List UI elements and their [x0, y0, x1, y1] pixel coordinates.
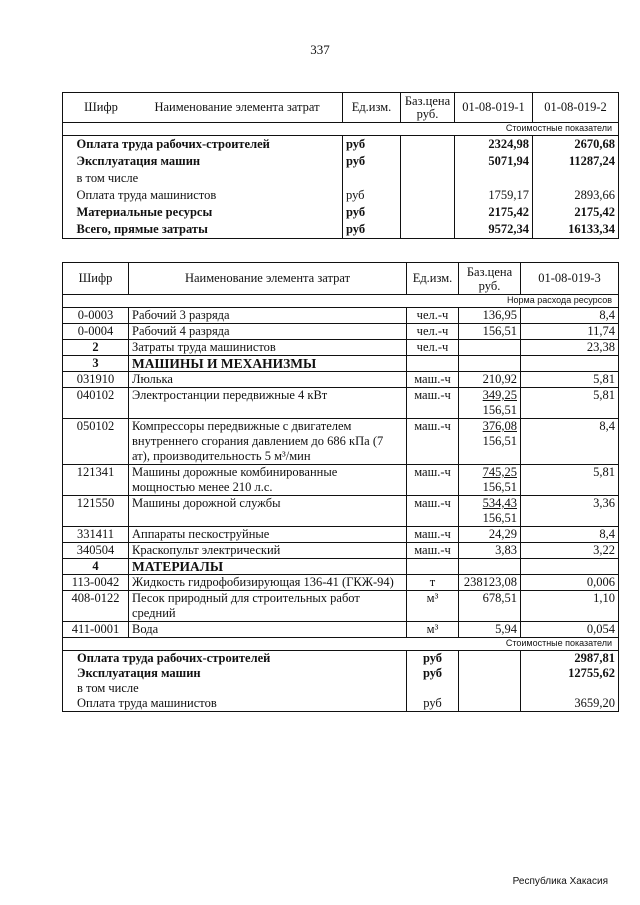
row-unit: маш.-ч [407, 419, 459, 465]
row-name: Люлька [129, 372, 407, 388]
table-row [63, 543, 619, 559]
row-unit [407, 356, 459, 372]
row-unit: т [407, 575, 459, 591]
table-row [63, 527, 619, 543]
row-name: Машины дорожной службы [129, 496, 407, 527]
row-name: Электростанции передвижные 4 кВт [129, 388, 407, 419]
table-row [63, 340, 619, 356]
section-label: Норма расхода ресурсов [63, 295, 619, 308]
table-row [63, 204, 619, 221]
row-value: 23,38 [521, 340, 619, 356]
row-unit: маш.-ч [407, 388, 459, 419]
table-row [63, 170, 619, 187]
row-base-price [459, 372, 521, 388]
row-code: 3 [63, 356, 129, 372]
base-price-machinist: 156,51 [482, 403, 517, 417]
row-base-price [401, 153, 455, 170]
row-name: Рабочий 3 разряда [129, 308, 407, 324]
summary-base-price [459, 681, 521, 696]
row-base-price [459, 527, 521, 543]
row-value-1: 1759,17 [455, 187, 533, 204]
row-name: Аппараты пескоструйные [129, 527, 407, 543]
row-value: 8,4 [521, 527, 619, 543]
row-value: 5,81 [521, 372, 619, 388]
base-price-value: 238123,08 [463, 575, 517, 589]
summary-name: в том числе [63, 681, 407, 696]
base-price-machinist: 156,51 [482, 434, 517, 448]
header-code-name: Шифр Наименование элемента затрат [63, 93, 343, 123]
row-name: МАШИНЫ И МЕХАНИЗМЫ [129, 356, 407, 372]
row-unit: руб [343, 187, 401, 204]
row-base-price [459, 356, 521, 372]
row-value: 0,054 [521, 622, 619, 638]
row-code: 031910 [63, 372, 129, 388]
header-col-3: 01-08-019-3 [521, 263, 619, 295]
row-code: 113-0042 [63, 575, 129, 591]
row-value-1: 2175,42 [455, 204, 533, 221]
row-name: Эксплуатация машин [63, 153, 343, 170]
header-unit: Ед.изм. [407, 263, 459, 295]
row-unit [407, 559, 459, 575]
table-row [63, 356, 619, 372]
row-name: Рабочий 4 разряда [129, 324, 407, 340]
row-unit: маш.-ч [407, 372, 459, 388]
row-base-price [401, 221, 455, 239]
summary-name: Оплата труда рабочих-строителей [63, 651, 407, 667]
row-value: 11,74 [521, 324, 619, 340]
table-row [63, 136, 619, 154]
row-value: 0,006 [521, 575, 619, 591]
table-row [63, 372, 619, 388]
table-row [63, 559, 619, 575]
row-value: 1,10 [521, 591, 619, 622]
row-name: Жидкость гидрофобизирующая 136-41 (ГКЖ-94) [129, 575, 407, 591]
header-unit: Ед.изм. [343, 93, 401, 123]
row-code: 2 [63, 340, 129, 356]
row-base-price [459, 559, 521, 575]
page-number: 337 [310, 42, 330, 57]
row-value-1: 9572,34 [455, 221, 533, 239]
header-base-price: Баз.цена руб. [401, 93, 455, 123]
header-col-2: 01-08-019-2 [533, 93, 619, 123]
row-name: Песок природный для строительных работ средний [129, 591, 407, 622]
row-code: 040102 [63, 388, 129, 419]
base-price-value: 678,51 [482, 591, 517, 605]
row-base-price [459, 543, 521, 559]
row-name: в том числе [63, 170, 343, 187]
summary-unit: руб [407, 666, 459, 681]
row-unit: маш.-ч [407, 496, 459, 527]
header-col-1: 01-08-019-1 [455, 93, 533, 123]
summary-value: 2987,81 [521, 651, 619, 667]
footer-region: Республика Хакасия [512, 876, 608, 887]
table-row [63, 465, 619, 496]
row-base-price [459, 324, 521, 340]
row-value-2: 2893,66 [533, 187, 619, 204]
row-code: 0-0003 [63, 308, 129, 324]
summary-value: 3659,20 [521, 696, 619, 712]
row-base-price [459, 496, 521, 527]
table-row [63, 496, 619, 527]
row-unit [343, 170, 401, 187]
table-row [63, 324, 619, 340]
summary-name: Эксплуатация машин [63, 666, 407, 681]
row-code: 121341 [63, 465, 129, 496]
row-value-2: 2175,42 [533, 204, 619, 221]
row-base-price [459, 388, 521, 419]
row-name: Всего, прямые затраты [63, 221, 343, 239]
row-base-price [401, 136, 455, 154]
row-unit: м³ [407, 591, 459, 622]
row-base-price [459, 340, 521, 356]
base-price-value: 534,43 [482, 496, 517, 510]
summary-row [63, 696, 619, 712]
base-price-value: 24,29 [488, 527, 517, 541]
table-row [63, 308, 619, 324]
base-price-value: 3,83 [495, 543, 517, 557]
row-name: Оплата труда рабочих-строителей [63, 136, 343, 154]
table-row [63, 388, 619, 419]
table-row [63, 591, 619, 622]
row-value-2: 11287,24 [533, 153, 619, 170]
table-row [63, 187, 619, 204]
summary-value: 12755,62 [521, 666, 619, 681]
row-value-1: 5071,94 [455, 153, 533, 170]
row-base-price [459, 419, 521, 465]
row-value-1: 2324,98 [455, 136, 533, 154]
row-unit: чел.-ч [407, 340, 459, 356]
summary-base-price [459, 696, 521, 712]
base-price-machinist: 156,51 [482, 511, 517, 525]
row-name: Оплата труда машинистов [63, 187, 343, 204]
summary-base-price [459, 651, 521, 667]
summary-unit: руб [407, 696, 459, 712]
row-name: МАТЕРИАЛЫ [129, 559, 407, 575]
row-unit: чел.-ч [407, 324, 459, 340]
row-code: 331411 [63, 527, 129, 543]
summary-unit: руб [407, 651, 459, 667]
row-value: 8,4 [521, 419, 619, 465]
summary-base-price [459, 666, 521, 681]
row-code: 4 [63, 559, 129, 575]
table-row [63, 575, 619, 591]
row-base-price [459, 308, 521, 324]
row-code: 411-0001 [63, 622, 129, 638]
header-code: Шифр [63, 263, 129, 295]
row-value: 5,81 [521, 465, 619, 496]
row-unit: чел.-ч [407, 308, 459, 324]
section-label: Стоимостные показатели [63, 123, 619, 136]
row-name: Компрессоры передвижные с двигателем внутреннего сгорания давлением до 686 кПа (7 ат), производительность 5 м³/мин [129, 419, 407, 465]
row-code: 340504 [63, 543, 129, 559]
row-value-2: 2670,68 [533, 136, 619, 154]
row-name: Краскопульт электрический [129, 543, 407, 559]
row-value: 3,36 [521, 496, 619, 527]
row-name: Машины дорожные комбинированные мощностью менее 210 л.с. [129, 465, 407, 496]
row-code: 050102 [63, 419, 129, 465]
base-price-value: 136,95 [482, 308, 517, 322]
row-code: 0-0004 [63, 324, 129, 340]
row-unit: руб [343, 204, 401, 221]
table-row [63, 419, 619, 465]
cost-section-label: Стоимостные показатели [63, 638, 619, 651]
base-price-value: 156,51 [482, 324, 517, 338]
row-value-1 [455, 170, 533, 187]
row-code: 121550 [63, 496, 129, 527]
cost-table-2 [62, 262, 619, 712]
base-price-value: 376,08 [482, 419, 517, 433]
row-base-price [459, 575, 521, 591]
base-price-value: 745,25 [482, 465, 517, 479]
row-name: Материальные ресурсы [63, 204, 343, 221]
row-code: 408-0122 [63, 591, 129, 622]
row-unit: м³ [407, 622, 459, 638]
row-unit: руб [343, 136, 401, 154]
cost-table-1 [62, 92, 619, 239]
summary-row [63, 681, 619, 696]
row-name: Затраты труда машинистов [129, 340, 407, 356]
base-price-value: 210,92 [482, 372, 517, 386]
row-base-price [459, 622, 521, 638]
table-row [63, 153, 619, 170]
summary-value [521, 681, 619, 696]
row-unit: руб [343, 221, 401, 239]
summary-name: Оплата труда машинистов [63, 696, 407, 712]
row-unit: маш.-ч [407, 527, 459, 543]
row-name: Вода [129, 622, 407, 638]
header-name: Наименование элемента затрат [129, 263, 407, 295]
row-base-price [401, 187, 455, 204]
row-value: 8,4 [521, 308, 619, 324]
row-value [521, 559, 619, 575]
row-unit: маш.-ч [407, 465, 459, 496]
row-value-2 [533, 170, 619, 187]
base-price-machinist: 156,51 [482, 480, 517, 494]
row-unit: руб [343, 153, 401, 170]
base-price-value: 349,25 [482, 388, 517, 402]
summary-row [63, 651, 619, 667]
header-base-price: Баз.цена руб. [459, 263, 521, 295]
summary-unit [407, 681, 459, 696]
row-value [521, 356, 619, 372]
table-row [63, 221, 619, 239]
row-value-2: 16133,34 [533, 221, 619, 239]
row-base-price [459, 465, 521, 496]
base-price-value: 5,94 [495, 622, 517, 636]
row-unit: маш.-ч [407, 543, 459, 559]
row-base-price [401, 170, 455, 187]
row-base-price [459, 591, 521, 622]
row-value: 5,81 [521, 388, 619, 419]
row-value: 3,22 [521, 543, 619, 559]
table-row [63, 622, 619, 638]
row-base-price [401, 204, 455, 221]
summary-row [63, 666, 619, 681]
